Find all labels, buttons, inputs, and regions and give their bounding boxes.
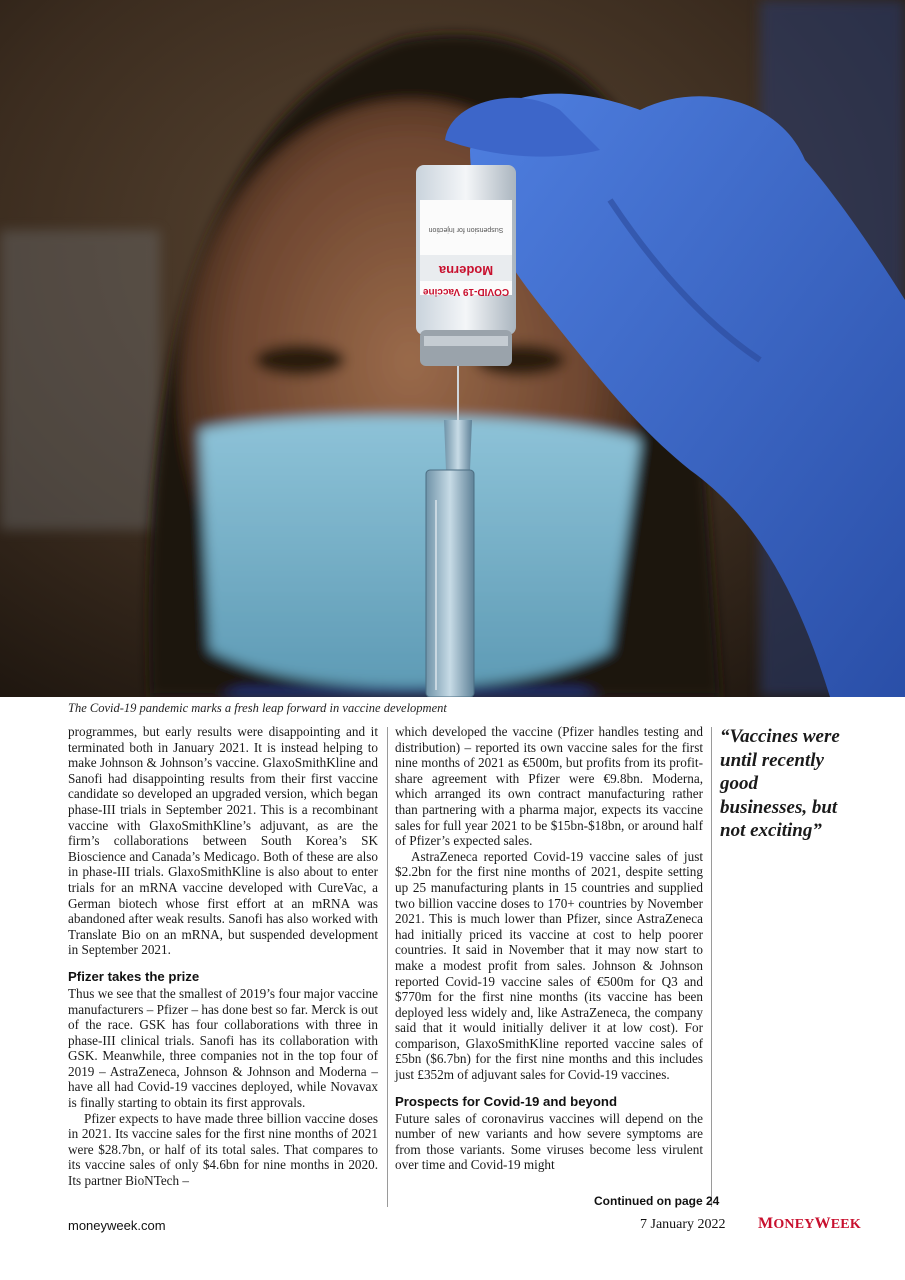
logo-oney: ONEY xyxy=(773,1217,815,1232)
section-heading-prospects: Prospects for Covid-19 and beyond xyxy=(395,1093,618,1109)
logo-eek: EEK xyxy=(830,1217,861,1232)
vial-product-text: COVID-19 Vaccine xyxy=(422,286,510,297)
pull-quote: “Vaccines were until recently good businesses, but not exciting” xyxy=(720,726,840,842)
article-column-1 xyxy=(68,724,378,1189)
footer-date: 7 January 2022 xyxy=(640,1217,726,1232)
column1-paragraph-1: programmes, but early results were disappointing and it terminated both in January 2021. It is instead helping to make Johnson & Johnson’s vaccine. GlaxoSmithKline and Sanofi had disappointing results from their first vaccine candidate so developed an upgraded version, which began phase-III trials in September 2021. This is a recombinant vaccine with GlaxoSmithKline’s adjuvant, as are the firm’s collaborations between South Korea’s SK Bioscience and Canada’s Medicago. Both of these are also in phase-III trials. GlaxoSmithKline is also about to enter trials for an mRNA vaccine developed with CureVac, a German biotech whose first effort at an mRNA was abandoned after weak results. Sanofi has also worked with Translate Bio on an mRNA, but suspended development in September 2021. xyxy=(68,724,378,958)
column-divider-2 xyxy=(711,727,712,1207)
logo-w: W xyxy=(814,1215,831,1232)
vial-brand-text: Moderna xyxy=(438,263,494,278)
article-column-2 xyxy=(395,724,703,1173)
footer-website: moneyweek.com xyxy=(68,1218,166,1233)
column1-paragraph-3: Pfizer expects to have made three billion vaccine doses in 2021. Its vaccine sales for the first nine months of 2021 were $28.7bn, or half of its total sales. That compares to its vaccine sales of only $4.6bn for nine months in 2020. Its partner BioNTech – xyxy=(68,1110,378,1189)
photo-caption: The Covid-19 pandemic marks a fresh leap forward in vaccine development xyxy=(68,701,447,715)
moneyweek-logo xyxy=(758,1215,861,1233)
section-heading-pfizer: Pfizer takes the prize xyxy=(68,968,200,984)
column2-paragraph-1: which developed the vaccine (Pfizer handles testing and distribution) – reported its own vaccine sales for the first nine months of 2021 as €500m, but profits from its profit-share agreement with Pfizer were €9.8bn. Moderna, which arranged its own contract manufacturing rather than partnering with a pharma major, expects its vaccine sales for full year 2021 to be $15bn-$18bn, or around half of Pfizer’s expected sales. xyxy=(395,724,703,849)
column-divider-1 xyxy=(387,727,388,1207)
column2-paragraph-2: AstraZeneca reported Covid-19 vaccine sales of just $2.2bn for the first nine months of 2021, despite setting up 25 manufacturing plants in 15 countries and supplied two billion vaccine doses to 170+ countries by November 2021. This is much lower than Pfizer, since AstraZeneca had initially priced its vaccine at cost to help poorer countries. It said in November that it may now start to make a modest profit from sales. Johnson & Johnson reported Covid-19 vaccine sales of €500m for Q3 and $770m for the first nine months (its vaccine has been deployed less widely and, like AstraZeneca, the company said that it would initially deliver it at low cost). For comparison, GlaxoSmithKline reported vaccine sales of £5bn ($6.7bn) for the first nine months and this includes just £352m of adjuvant sales for Covid-19 vaccines. xyxy=(395,848,703,1083)
logo-m: M xyxy=(758,1215,774,1232)
vial-small-text: Suspension for Injection xyxy=(428,226,504,233)
column2-paragraph-3: Future sales of coronavirus vaccines will depend on the number of new variants and how severe symptoms are from those variants. Some viruses become less virulent over time and Covid-19 might xyxy=(395,1110,703,1173)
continued-note: Continued on page 24 xyxy=(594,1194,720,1208)
column1-paragraph-2: Thus we see that the smallest of 2019’s four major vaccine manufacturers – Pfizer – has done best so far. Merck is out of the race. GSK has four collaborations with three in phase-III clinical trials. Sanofi has its collaboration with GSK. Meanwhile, three companies not in the top four of 2019 – AstraZeneca, Johnson & Johnson and Moderna – have all had Covid-19 vaccines deployed, while Novavax is finally starting to obtain its first approvals. xyxy=(68,985,378,1111)
